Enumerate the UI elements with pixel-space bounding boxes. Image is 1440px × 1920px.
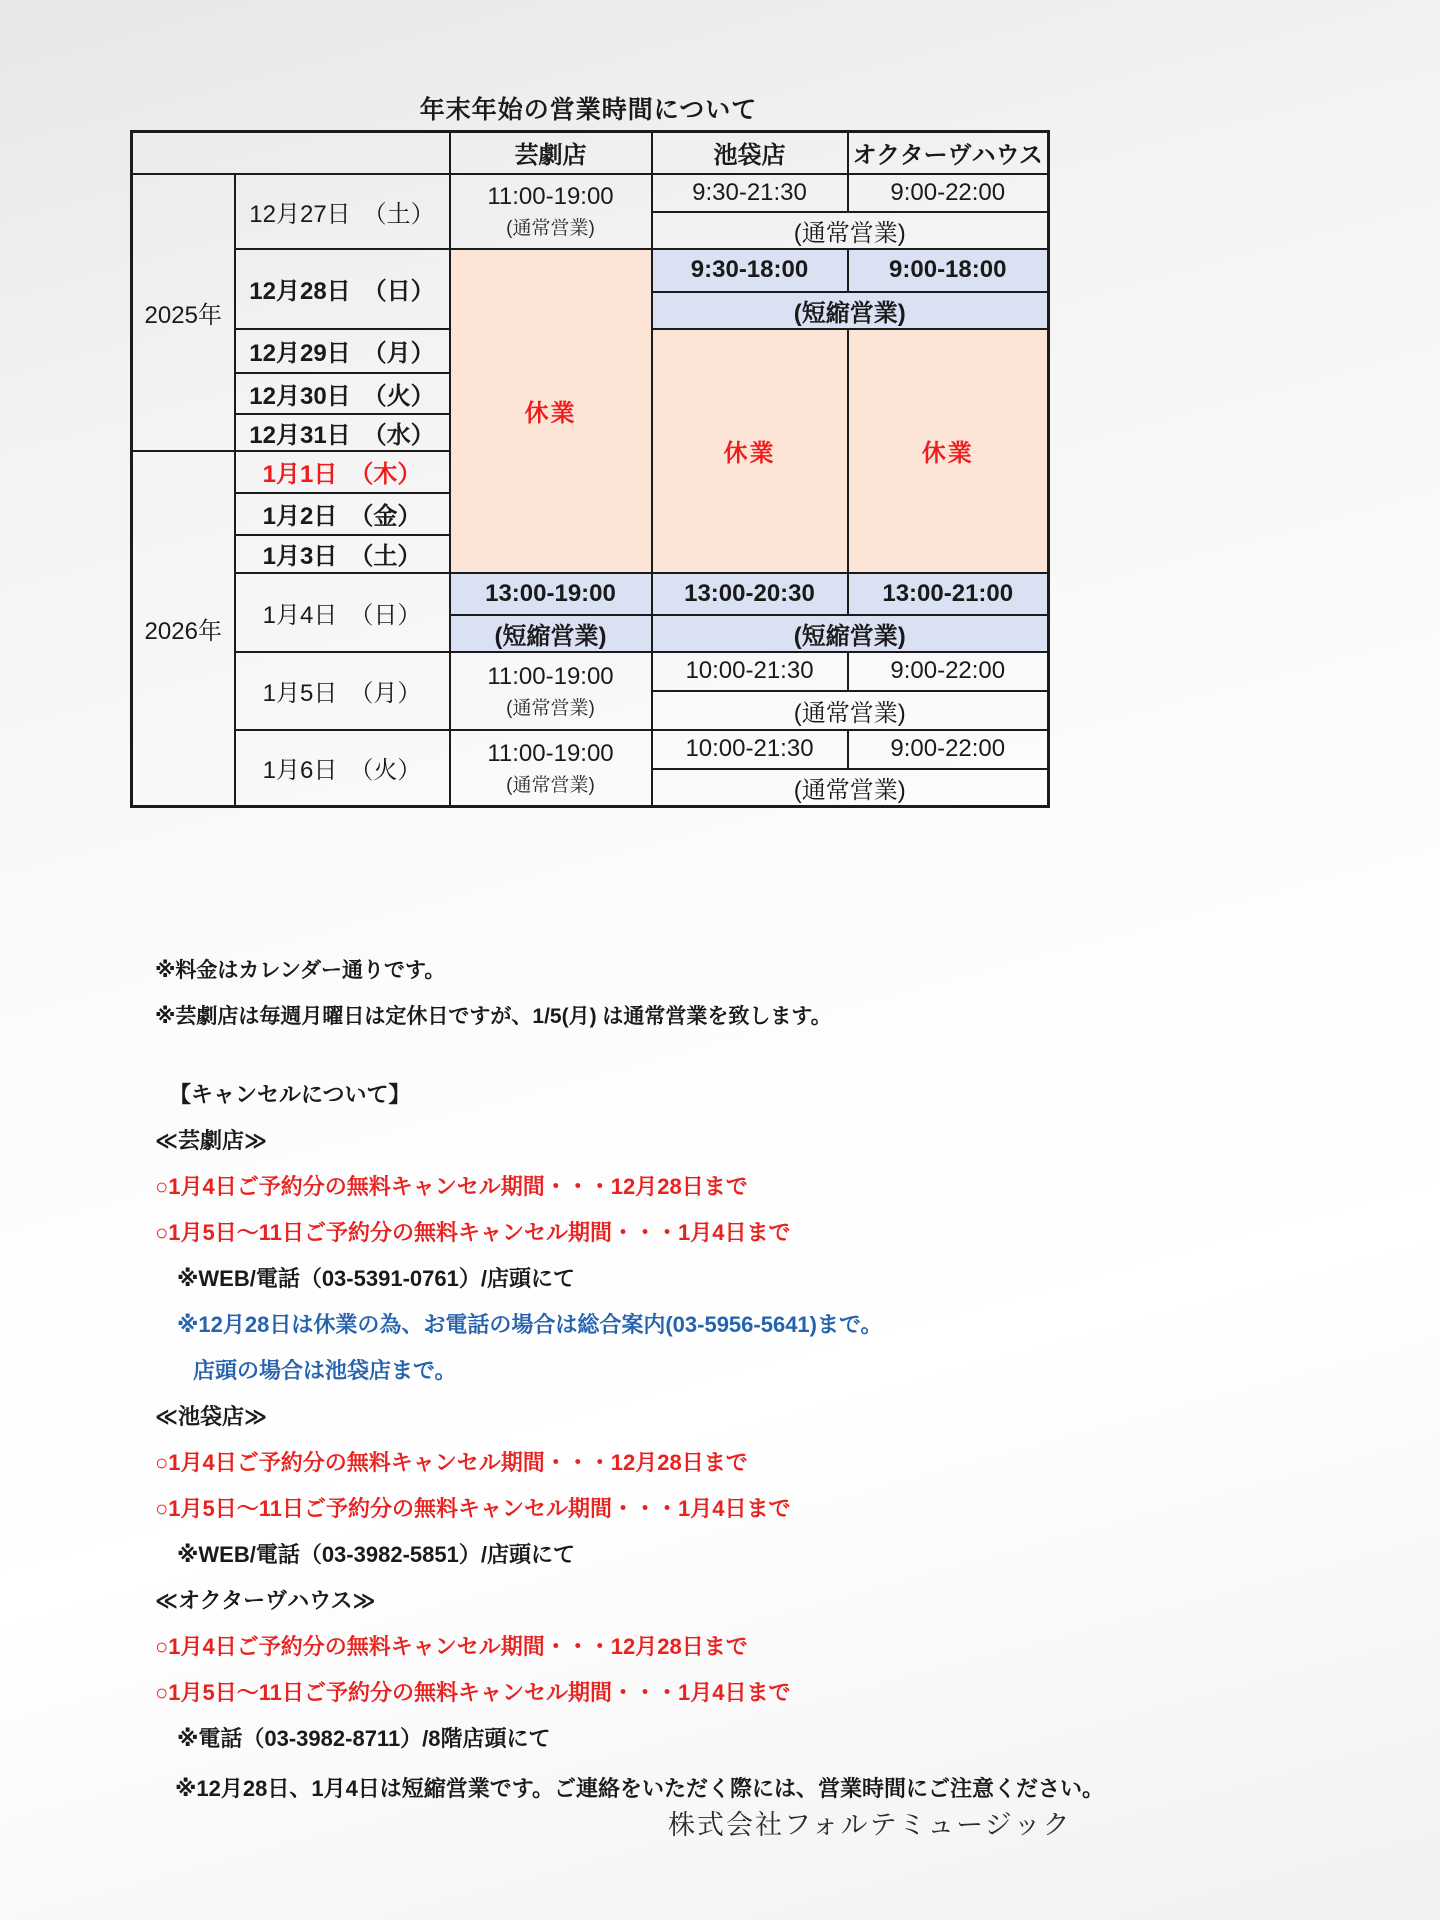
store-name-geigeki: ≪芸劇店≫ <box>155 1128 268 1153</box>
date-jan2: 1月2日 （金） <box>235 493 450 535</box>
jan6-geigeki-label: (通常営業) <box>506 774 595 796</box>
header-row <box>132 132 1049 174</box>
store-name-ikebukuro: ≪池袋店≫ <box>155 1404 268 1429</box>
cell-jan6-octave-time: 9:00-22:00 <box>848 730 1049 769</box>
cell-dec28-octave-time: 9:00-18:00 <box>848 249 1049 292</box>
ikebukuro-rule-2: ○1月5日～11日ご予約分の無料キャンセル期間・・・1月4日まで <box>155 1496 791 1521</box>
date-dec31: 12月31日 （水） <box>235 414 450 451</box>
date-dec29: 12月29日 （月） <box>235 329 450 373</box>
shortened-hours-warning: ※12月28日、1月4日は短縮営業です。ご連絡をいただく際には、営業時間にご注意ください。 <box>175 1776 1105 1801</box>
octave-rule-2: ○1月5日～11日ご予約分の無料キャンセル期間・・・1月4日まで <box>155 1680 791 1705</box>
dec27-geigeki-time: 11:00-19:00 <box>487 183 614 210</box>
cell-jan4-geigeki-time: 13:00-19:00 <box>450 573 652 615</box>
cell-jan5-ikebukuro-time: 10:00-21:30 <box>652 652 848 691</box>
geigeki-rule-1: ○1月4日ご予約分の無料キャンセル期間・・・12月28日まで <box>155 1174 748 1199</box>
row-jan5-time <box>132 652 1049 691</box>
note-pricing: ※料金はカレンダー通りです。 <box>155 959 446 982</box>
jan6-geigeki-time: 11:00-19:00 <box>487 739 614 767</box>
octave-contact: ※電話（03-3982-8711）/8階店頭にて <box>177 1726 551 1751</box>
cell-jan5-geigeki <box>450 652 652 730</box>
date-dec27: 12月27日 （土） <box>235 174 450 249</box>
jan5-geigeki-label: (通常営業) <box>506 697 595 719</box>
jan5-span-label: (通常営業) <box>652 691 1049 730</box>
date-dec30: 12月30日 （火） <box>235 373 450 414</box>
cell-jan6-geigeki <box>450 730 652 807</box>
row-jan4-time <box>132 573 1049 615</box>
geigeki-closed-day-notice-1: ※12月28日は休業の為、お電話の場合は総合案内(03-5956-5641)まで。 <box>177 1312 883 1337</box>
cancel-store-ikebukuro <box>155 1394 1335 1578</box>
cell-dec27-geigeki <box>450 174 652 249</box>
dec27-span-label: (通常営業) <box>652 212 1049 249</box>
jan6-span-label: (通常営業) <box>652 769 1049 807</box>
date-jan4: 1月4日 （日） <box>235 573 450 652</box>
page-title: 年末年始の営業時間について <box>419 96 758 124</box>
jan4-geigeki-label: (短縮営業) <box>450 615 652 652</box>
octave-rule-1: ○1月4日ご予約分の無料キャンセル期間・・・12月28日まで <box>155 1634 748 1659</box>
cell-dec27-ikebukuro-time: 9:30-21:30 <box>652 174 848 212</box>
jan5-geigeki-time: 11:00-19:00 <box>487 662 614 690</box>
cancel-store-octave <box>155 1578 1335 1762</box>
cell-dec27-octave-time: 9:00-22:00 <box>848 174 1049 212</box>
year-2026-cell: 2026年 <box>132 451 235 807</box>
cell-jan5-octave-time: 9:00-22:00 <box>848 652 1049 691</box>
cell-jan4-ikebukuro-time: 13:00-20:30 <box>652 573 848 615</box>
notes-block <box>155 948 1285 1040</box>
header-store-geigeki: 芸劇店 <box>450 132 652 174</box>
dec27-geigeki-label: (通常営業) <box>506 218 595 239</box>
header-blank-cell <box>132 132 450 174</box>
cell-jan6-ikebukuro-time: 10:00-21:30 <box>652 730 848 769</box>
row-jan6-time <box>132 730 1049 769</box>
dec28-span-label: (短縮営業) <box>652 292 1049 329</box>
date-jan6: 1月6日 （火） <box>235 730 450 807</box>
date-jan3: 1月3日 （土） <box>235 535 450 573</box>
cancellation-section <box>155 1072 1335 1762</box>
cell-octave-closed: 休業 <box>848 329 1049 573</box>
cell-dec28-ikebukuro-time: 9:30-18:00 <box>652 249 848 292</box>
header-store-octave: オクターヴハウス <box>848 132 1049 174</box>
cell-jan4-octave-time: 13:00-21:00 <box>848 573 1049 615</box>
ikebukuro-rule-1: ○1月4日ご予約分の無料キャンセル期間・・・12月28日まで <box>155 1450 748 1475</box>
header-store-ikebukuro: 池袋店 <box>652 132 848 174</box>
hours-table <box>130 130 1050 808</box>
geigeki-contact: ※WEB/電話（03-5391-0761）/店頭にて <box>177 1266 575 1291</box>
row-dec27-time <box>132 174 1049 212</box>
cell-ikebukuro-closed: 休業 <box>652 329 848 573</box>
company-name: 株式会社フォルテミュージック <box>668 1810 1072 1840</box>
cell-geigeki-closed: 休業 <box>450 249 652 573</box>
date-jan5: 1月5日 （月） <box>235 652 450 730</box>
store-name-octave: ≪オクターヴハウス≫ <box>155 1588 376 1613</box>
cancellation-heading: 【キャンセルについて】 <box>169 1082 411 1107</box>
row-dec28-time <box>132 249 1049 292</box>
cancel-store-geigeki <box>155 1118 1335 1394</box>
date-dec28: 12月28日 （日） <box>235 249 450 329</box>
year-2025-cell: 2025年 <box>132 174 235 451</box>
geigeki-rule-2: ○1月5日～11日ご予約分の無料キャンセル期間・・・1月4日まで <box>155 1220 791 1245</box>
jan4-span-label: (短縮営業) <box>652 615 1049 652</box>
ikebukuro-contact: ※WEB/電話（03-3982-5851）/店頭にて <box>177 1542 575 1567</box>
date-jan1: 1月1日 （木） <box>235 451 450 493</box>
geigeki-closed-day-notice-2: 店頭の場合は池袋店まで。 <box>193 1358 457 1383</box>
note-geigeki-monday: ※芸劇店は毎週月曜日は定休日ですが、1/5(月) は通常営業を致します。 <box>155 1005 832 1028</box>
